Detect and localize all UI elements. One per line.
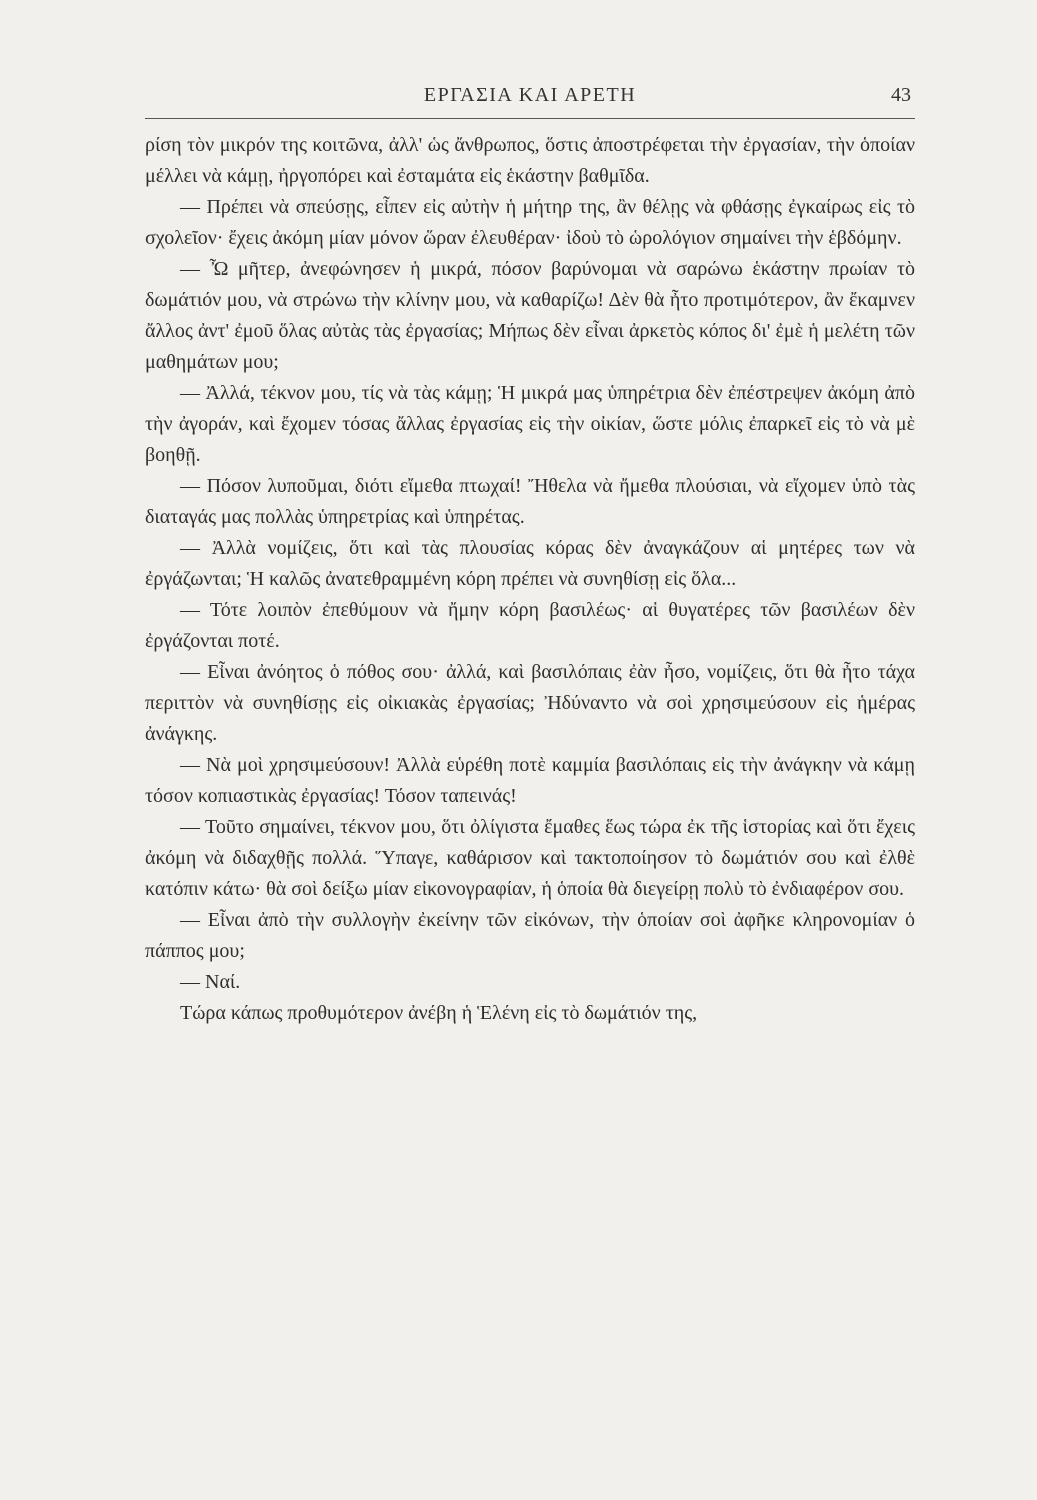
header-rule: [145, 118, 915, 119]
paragraph: — Νὰ μοὶ χρησιμεύσουν! Ἀλλὰ εὑρέθη ποτὲ καμμία βασιλόπαις εἰς τὴν ἀνάγκην νὰ κάμῃ τόσον κοπιαστικὰς ἐργασίας! Τόσον ταπεινάς!: [145, 754, 915, 807]
paragraph: — Τοῦτο σημαίνει, τέκνον μου, ὅτι ὀλίγιστα ἔμαθες ἕως τώρα ἐκ τῆς ἱστορίας καὶ ὅτι ἔχεις ἀκόμη νὰ διδαχθῇς πολλά. Ὕπαγε, καθάρισον καὶ τακτοποίησον τὸ δωμάτιόν σου καὶ ἐλθὲ κατόπιν κάτω· θὰ σοὶ δείξω μίαν εἰκονογραφίαν, ἡ ὁποία θὰ διεγείρῃ πολὺ τὸ ἐνδιαφέρον σου.: [145, 816, 915, 900]
paragraph: — Εἶναι ἀπὸ τὴν συλλογὴν ἐκείνην τῶν εἰκόνων, τὴν ὁποίαν σοὶ ἀφῆκε κληρονομίαν ὁ πάππος μου;: [145, 909, 915, 962]
paragraph: ρίση τὸν μικρόν της κοιτῶνα, ἀλλ' ὡς ἄνθρωπος, ὅστις ἀποστρέφεται τὴν ἐργασίαν, τὴν ὁποίαν μέλλει νὰ κάμῃ, ἠργοπόρει καὶ ἐσταμάτα εἰς ἑκάστην βαθμῖδα.: [145, 134, 915, 187]
paragraph: — Τότε λοιπὸν ἐπεθύμουν νὰ ἤμην κόρη βασιλέως· αἱ θυγατέρες τῶν βασιλέων δὲν ἐργάζονται ποτέ.: [145, 599, 915, 652]
paragraph: — Ἀλλὰ νομίζεις, ὅτι καὶ τὰς πλουσίας κόρας δὲν ἀναγκάζουν αἱ μητέρες των νὰ ἐργάζωνται; Ἡ καλῶς ἀνατεθραμμένη κόρη πρέπει νὰ συνηθίσῃ εἰς ὅλα...: [145, 537, 915, 590]
paragraph: — Πόσον λυποῦμαι, διότι εἴμεθα πτωχαί! Ἤθελα νὰ ἤμεθα πλούσιαι, νὰ εἴχομεν ὑπὸ τὰς διαταγάς μας πολλὰς ὑπηρετρίας καὶ ὑπηρέτας.: [145, 475, 915, 528]
paragraph: — Εἶναι ἀνόητος ὁ πόθος σου· ἀλλά, καὶ βασιλόπαις ἐὰν ἦσο, νομίζεις, ὅτι θὰ ἦτο τάχα περιττὸν νὰ συνηθίσῃς εἰς οἰκιακὰς ἐργασίας; Ἠδύναντο νὰ σοὶ χρησιμεύσουν εἰς ἡμέρας ἀνάγκης.: [145, 661, 915, 745]
paragraph: — Ὦ μῆτερ, ἀνεφώνησεν ἡ μικρά, πόσον βαρύνομαι νὰ σαρώνω ἑκάστην πρωίαν τὸ δωμάτιόν μου, νὰ στρώνω τὴν κλίνην μου, νὰ καθαρίζω! Δὲν θὰ ἦτο προτιμότερον, ἂν ἔκαμνεν ἄλλος ἀντ' ἐμοῦ ὅλας αὐτὰς τὰς ἐργασίας; Μήπως δὲν εἶναι ἀρκετὸς κόπος δι' ἐμὲ ἡ μελέτη τῶν μαθημάτων μου;: [145, 258, 915, 373]
body-text: [145, 130, 915, 1029]
running-title: ΕΡΓΑΣΙΑ ΚΑΙ ΑΡΕΤΗ: [423, 84, 637, 106]
paragraph: — Ἀλλά, τέκνον μου, τίς νὰ τὰς κάμῃ; Ἡ μικρά μας ὑπηρέτρια δὲν ἐπέστρεψεν ἀκόμη ἀπὸ τὴν ἀγοράν, καὶ ἔχομεν τόσας ἄλλας ἐργασίας εἰς τὴν οἰκίαν, ὥστε μόλις ἐπαρκεῖ εἰς τὸ νὰ μὲ βοηθῇ.: [145, 382, 915, 466]
paragraph: — Πρέπει νὰ σπεύσῃς, εἶπεν εἰς αὐτὴν ἡ μήτηρ της, ἂν θέλῃς νὰ φθάσῃς ἐγκαίρως εἰς τὸ σχολεῖον· ἔχεις ἀκόμη μίαν μόνον ὥραν ἐλευθέραν· ἰδοὺ τὸ ὡρολόγιον σημαίνει τὴν ἑβδόμην.: [145, 196, 915, 249]
page-header: [145, 84, 915, 118]
paragraph: — Ναί.: [180, 971, 241, 993]
paragraph: Τώρα κάπως προθυμότερον ἀνέβη ἡ Ἑλένη εἰς τὸ δωμάτιόν της,: [180, 1002, 698, 1024]
page-number: 43: [891, 84, 911, 106]
